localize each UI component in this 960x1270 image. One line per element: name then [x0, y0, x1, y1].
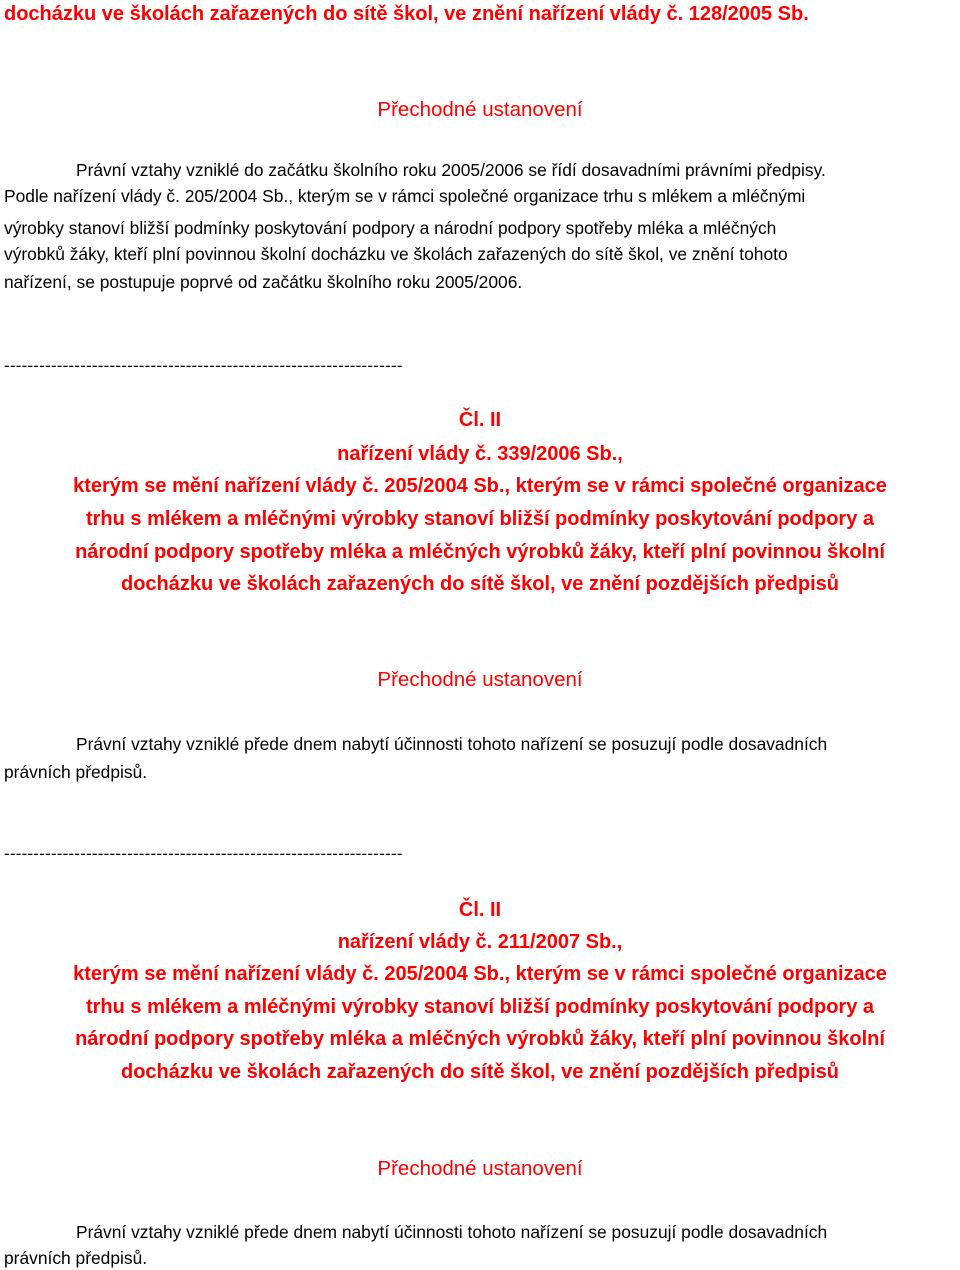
article2-title-line-4: docházku ve školách zařazených do sítě škol, ve znění pozdějších předpisů [121, 573, 839, 595]
article2-transition-line-1: Právní vztahy vzniklé přede dnem nabytí účinnosti tohoto nařízení se posuzují podle dosavadních [76, 734, 828, 754]
article2-number: Čl. II [458, 409, 502, 431]
article3-transition-heading: Přechodné ustanovení [377, 1157, 583, 1180]
article2-transition-line-2: právních předpisů. [4, 762, 148, 782]
article3-title-line-1: kterým se mění nařízení vlády č. 205/2004 Sb., kterým se v rámci společné organizace [73, 963, 887, 985]
article2-title-line-1: kterým se mění nařízení vlády č. 205/2004 Sb., kterým se v rámci společné organizace [73, 475, 887, 497]
section1-line-1: Právní vztahy vzniklé do začátku školního roku 2005/2006 se řídí dosavadními právními předpisy. [76, 160, 826, 180]
article3-title-line-4: docházku ve školách zařazených do sítě škol, ve znění pozdějších předpisů [121, 1061, 839, 1083]
top-heading: docházku ve školách zařazených do sítě škol, ve znění nařízení vlády č. 128/2005 Sb. [4, 3, 809, 25]
article3-title-line-3: národní podpory spotřeby mléka a mléčných výrobků žáky, kteří plní povinnou školní [75, 1028, 885, 1050]
section1-line-2: Podle nařízení vlády č. 205/2004 Sb., kterým se v rámci společné organizace trhu s mlékem a mléčnými [4, 186, 806, 206]
divider-2: -------------------------------------------------------------------- [4, 844, 403, 863]
article3-regulation: nařízení vlády č. 211/2007 Sb., [337, 931, 623, 953]
section1-heading: Přechodné ustanovení [377, 98, 583, 121]
article2-regulation: nařízení vlády č. 339/2006 Sb., [337, 443, 623, 465]
divider-1: -------------------------------------------------------------------- [4, 356, 403, 375]
article2-title-line-3: národní podpory spotřeby mléka a mléčných výrobků žáky, kteří plní povinnou školní [75, 541, 885, 563]
section1-line-5: nařízení, se postupuje poprvé od začátku školního roku 2005/2006. [4, 272, 523, 292]
article2-title-line-2: trhu s mlékem a mléčnými výrobky stanoví bližší podmínky poskytování podpory a [85, 508, 874, 530]
article3-transition-line-1: Právní vztahy vzniklé přede dnem nabytí účinnosti tohoto nařízení se posuzují podle dosavadních [76, 1222, 828, 1242]
article3-title-line-2: trhu s mlékem a mléčnými výrobky stanoví bližší podmínky poskytování podpory a [85, 996, 874, 1018]
article3-number: Čl. II [458, 899, 502, 921]
article2-transition-heading: Přechodné ustanovení [377, 668, 583, 691]
article3-transition-line-2: právních předpisů. [4, 1248, 148, 1268]
section1-line-4: výrobků žáky, kteří plní povinnou školní docházku ve školách zařazených do sítě škol, ve znění tohoto [4, 244, 788, 264]
section1-line-3: výrobky stanoví bližší podmínky poskytování podpory a národní podpory spotřeby mléka a mléčných [4, 218, 777, 238]
